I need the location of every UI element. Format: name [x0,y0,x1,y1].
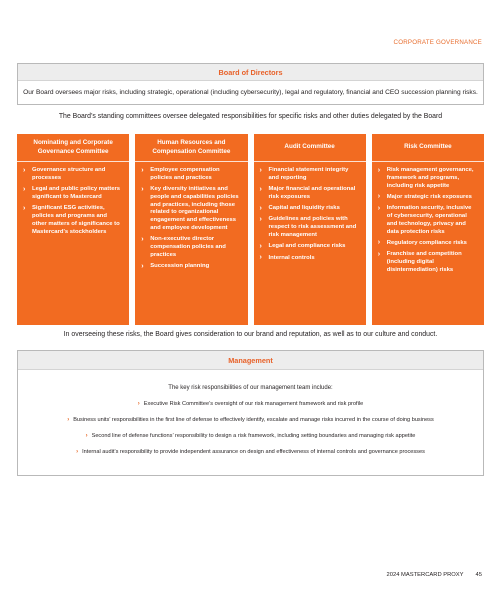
committee-nominating-governance [17,134,129,325]
committee-title: Audit Committee [254,134,366,162]
footer-document-name: 2024 MASTERCARD PROXY [386,572,464,578]
page-number: 45 [475,572,482,578]
committee-item: › Governance structure and processes [23,167,123,183]
management-item [18,433,483,440]
committee-item: › Succession planning [141,263,241,271]
committee-item: › Information security, inclusive of cybersecurity, operational and technology, privacy and data protection risks [378,205,478,236]
committee-title: Risk Committee [372,134,484,162]
committee-item: › Non-executive director compensation policies and practices [141,236,241,259]
committee-item: › Risk management governance, framework and programs, including risk appetite [378,167,478,190]
committee-item: › Franchise and competition (including digital disintermediation) risks [378,251,478,274]
management-item-text: Second line of defense functions’ responsibility to design a risk framework, including setting boundaries and managing risk appetite [91,433,416,439]
management-item [18,417,483,424]
committee-title: Nominating and Corporate Governance Committee [17,134,129,162]
management-item-text: Internal audit’s responsibility to provide independent assurance on design and effectiveness of internal controls and governance processes [82,449,425,455]
committee-item: › Guidelines and policies with respect to risk assessment and risk management [260,216,360,239]
management-item [18,401,483,408]
management-title: Management [18,351,483,370]
committee-list [135,162,247,275]
committee-item: › Employee compensation policies and practices [141,167,241,183]
management-item-text: Business units’ responsibilities in the first line of defense to effectively identify, escalate and manage risks incurred in the course of doing business [73,417,434,423]
board-description: Our Board oversees major risks, including strategic, operational (including cybersecurity), legal and regulatory, financial and CEO succession planning risks. [23,89,478,96]
page-footer [387,572,482,578]
committee-item: › Key diversity initiatives and people and capabilities policies and practices, including those related to organizational engagement and effectiveness and employee development [141,186,241,233]
committee-item: › Legal and public policy matters significant to Mastercard [23,186,123,202]
committee-list [254,162,366,266]
board-of-directors-box [17,63,484,105]
committee-item: › Financial statement integrity and reporting [260,167,360,183]
committee-item: › Regulatory compliance risks [378,240,478,248]
chevron-right-icon: › [76,449,79,455]
committee-hr-compensation [135,134,247,325]
chevron-right-icon: › [67,417,70,423]
management-box [17,350,484,476]
committee-item: › Legal and compliance risks [260,243,360,251]
committee-item: › Major financial and operational risk exposures [260,186,360,202]
section-label: CORPORATE GOVERNANCE [393,39,482,46]
committee-list [372,162,484,278]
committee-item: › Internal controls [260,255,360,263]
committee-title: Human Resources and Compensation Committee [135,134,247,162]
management-list [18,401,483,456]
committee-list [17,162,129,240]
committee-item: › Significant ESG activities, policies and programs and other matters of significance to Mastercard’s stockholders [23,205,123,236]
management-item [18,449,483,456]
chevron-right-icon: › [137,401,140,407]
committee-audit [254,134,366,325]
board-title: Board of Directors [18,64,483,81]
management-intro: The key risk responsibilities of our management team include: [168,385,333,391]
management-item-text: Executive Risk Committee’s oversight of our risk management framework and risk profile [143,401,364,407]
chevron-right-icon: › [85,433,88,439]
committee-risk [372,134,484,325]
committees-row [17,134,484,325]
delegation-text: The Board’s standing committees oversee delegated responsibilities for specific risks and other duties delegated by the Board [58,113,443,120]
committee-item: › Major strategic risk exposures [378,194,478,202]
committee-item: › Capital and liquidity risks [260,205,360,213]
brand-reputation-text: In overseeing these risks, the Board gives consideration to our brand and reputation, as well as to our culture and conduct. [63,331,438,338]
